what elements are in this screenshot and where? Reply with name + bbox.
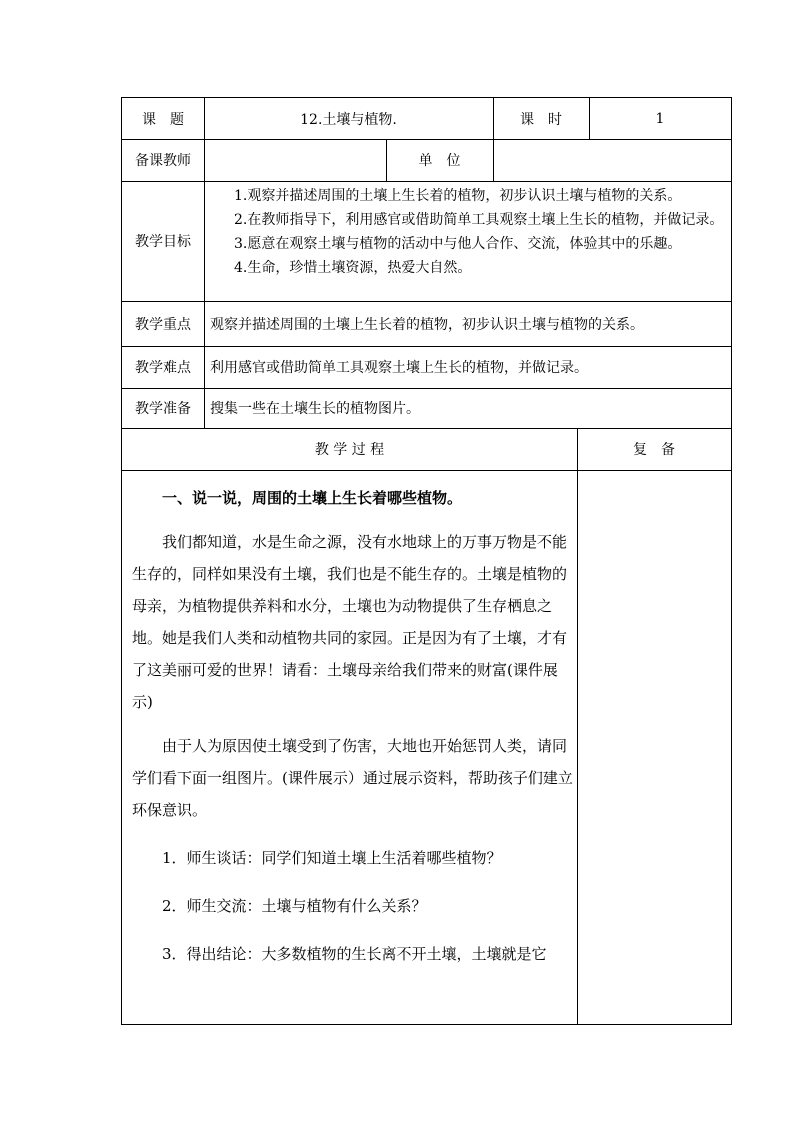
- key-point-label: 教学重点: [135, 316, 191, 333]
- goal-item: 4.生命，珍惜土壤资源，热爱大自然。: [234, 260, 472, 276]
- section-title: 一、说一说，周围的土壤上生长着哪些植物。: [162, 489, 463, 507]
- step-item: 3．得出结论：大多数植物的生长离不开土壤，土壤就是它: [162, 945, 547, 963]
- paragraph: 我们都知道，水是生命之源，没有水地球上的万事万物是不能生存的，同样如果没有土壤，我们也是不能生存的。土壤是植物的母亲，为植物提供养料和水分，土壤也为动物提供了生存栖息之地。她是我们人类和动植物共同的家园。正是因为有了土壤，才有了这美丽可爱的世界！请看：土壤母亲给我们带来的财富(课件展示): [132, 533, 568, 711]
- review-header: 复 备: [633, 442, 675, 458]
- step-item: 2．师生交流：土壤与植物有什么关系？: [162, 897, 427, 915]
- unit-value: [493, 139, 731, 181]
- difficulty-value: 利用感官或借助简单工具观察土壤上生长的植物，并做记录。: [210, 360, 588, 376]
- col-divider: [577, 428, 578, 1024]
- key-point-value: 观察并描述周围的土壤上生长着的植物，初步认识土壤与植物的关系。: [210, 316, 644, 333]
- lesson-plan-table: [121, 97, 732, 1025]
- difficulty-label: 教学难点: [135, 360, 191, 376]
- topic-label: 课 题: [142, 111, 184, 128]
- hours-value: 1: [655, 110, 665, 127]
- goal-item: 3.愿意在观察土壤与植物的活动中与他人合作、交流，体验其中的乐趣。: [234, 236, 682, 252]
- topic-value: 12.土壤与植物.: [300, 111, 397, 128]
- goal-item: 2.在教师指导下，利用感官或借助简单工具观察土壤上生长的植物，并做记录。: [234, 212, 724, 228]
- hours-label: 课 时: [520, 111, 562, 128]
- preparation-value: 搜集一些在土壤生长的植物图片。: [210, 401, 420, 417]
- goal-item: 1.观察并描述周围的土壤上生长着的植物，初步认识土壤与植物的关系。: [234, 188, 682, 204]
- unit-label: 单 位: [418, 153, 461, 169]
- paragraph: 由于人为原因使土壤受到了伤害，大地也开始惩罚人类，请同学们看下面一组图片。(课件展示）通过展示资料，帮助孩子们建立环保意识。: [132, 737, 573, 819]
- goals-label: 教学目标: [135, 234, 191, 250]
- teacher-label: 备课教师: [135, 153, 191, 169]
- step-item: 1．师生谈话：同学们知道土壤上生活着哪些植物？: [162, 849, 502, 867]
- teacher-value: [204, 139, 386, 181]
- goals-list: [210, 184, 732, 280]
- process-body: [132, 470, 576, 970]
- row-divider: [122, 181, 731, 182]
- preparation-label: 教学准备: [135, 401, 191, 417]
- process-header: 教 学 过 程: [314, 442, 385, 458]
